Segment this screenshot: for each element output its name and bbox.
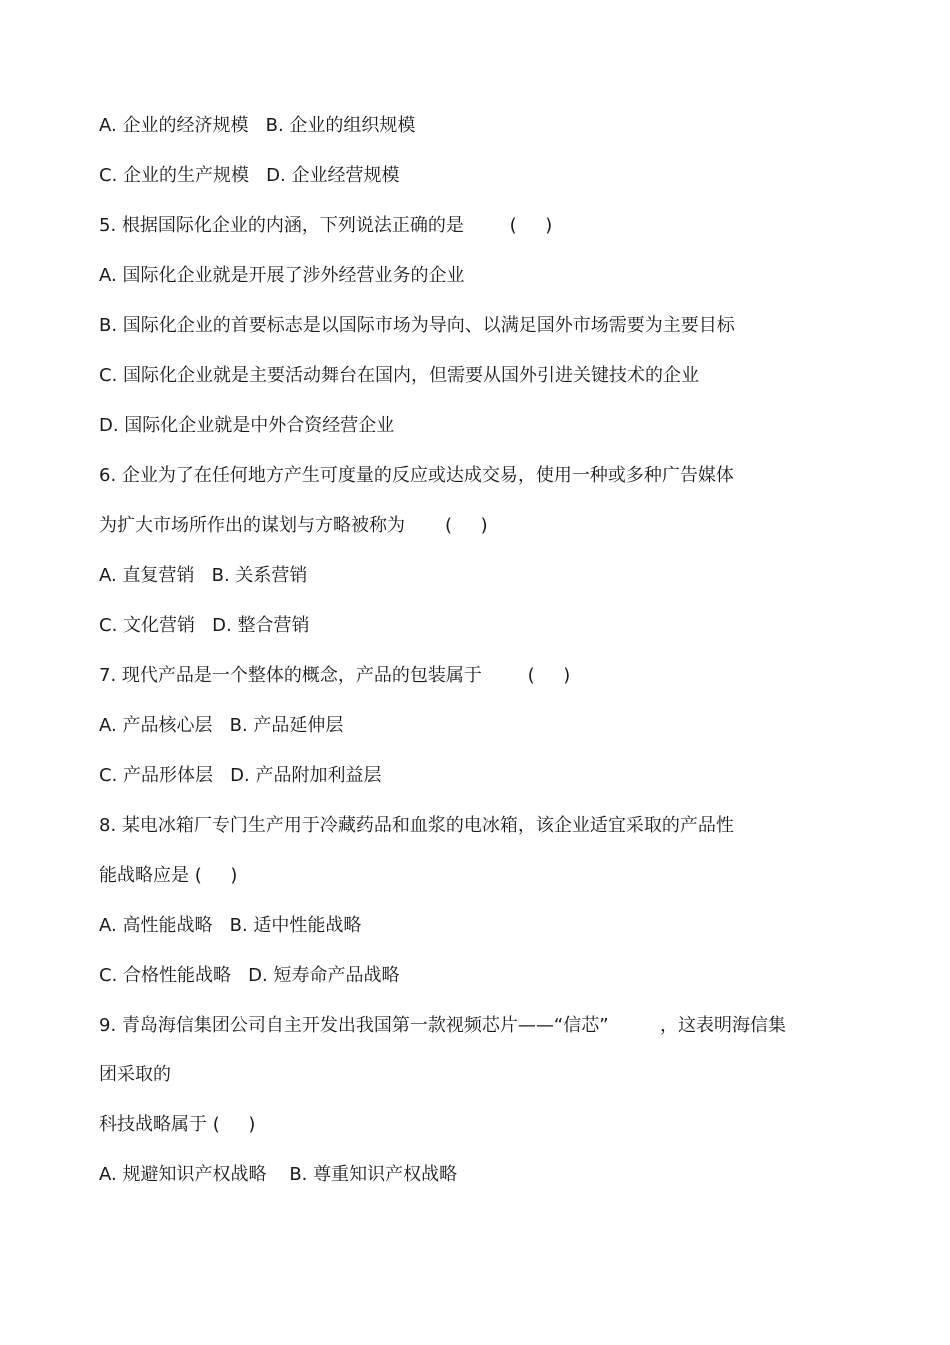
option-line-q8-ab: A. 高性能战略 B. 适中性能战略 (99, 915, 362, 936)
option-line-q5-a: A. 国际化企业就是开展了涉外经营业务的企业 (99, 265, 465, 286)
question-9-continued-2: 科技战略属于 ( ) (99, 1114, 256, 1135)
question-9-continued: 团采取的 (99, 1064, 171, 1085)
option-line-q6-cd: C. 文化营销 D. 整合营销 (99, 615, 310, 636)
option-line-q6-ab: A. 直复营销 B. 关系营销 (99, 565, 308, 586)
option-line-q5-c: C. 国际化企业就是主要活动舞台在国内，但需要从国外引进关键技术的企业 (99, 365, 700, 386)
option-line-q8-cd: C. 合格性能战略 D. 短寿命产品战略 (99, 965, 400, 986)
option-line-q5-d: D. 国际化企业就是中外合资经营企业 (99, 415, 395, 436)
option-line-q9-ab: A. 规避知识产权战略 B. 尊重知识产权战略 (99, 1164, 458, 1185)
question-6: 6. 企业为了在任何地方产生可度量的反应或达成交易，使用一种或多种广告媒体 (99, 465, 734, 486)
option-line-q7-cd: C. 产品形体层 D. 产品附加利益层 (99, 765, 382, 786)
option-line-q7-ab: A. 产品核心层 B. 产品延伸层 (99, 715, 344, 736)
question-5: 5. 根据国际化企业的内涵，下列说法正确的是 ( ) (99, 215, 553, 236)
question-9: 9. 青岛海信集团公司自主开发出我国第一款视频芯片——“信芯” ，这表明海信集 (99, 1015, 787, 1036)
question-8: 8. 某电冰箱厂专门生产用于冷藏药品和血浆的电冰箱，该企业适宜采取的产品性 (99, 815, 734, 836)
question-7: 7. 现代产品是一个整体的概念，产品的包装属于 ( ) (99, 665, 571, 686)
option-line-q4-cd: C. 企业的生产规模 D. 企业经营规模 (99, 165, 400, 186)
question-6-continued: 为扩大市场所作出的谋划与方略被称为 ( ) (99, 515, 488, 536)
option-line-q4-ab: A. 企业的经济规模 B. 企业的组织规模 (99, 115, 416, 136)
question-8-continued: 能战略应是 ( ) (99, 865, 238, 886)
option-line-q5-b: B. 国际化企业的首要标志是以国际市场为导向、以满足国外市场需要为主要目标 (99, 315, 735, 336)
